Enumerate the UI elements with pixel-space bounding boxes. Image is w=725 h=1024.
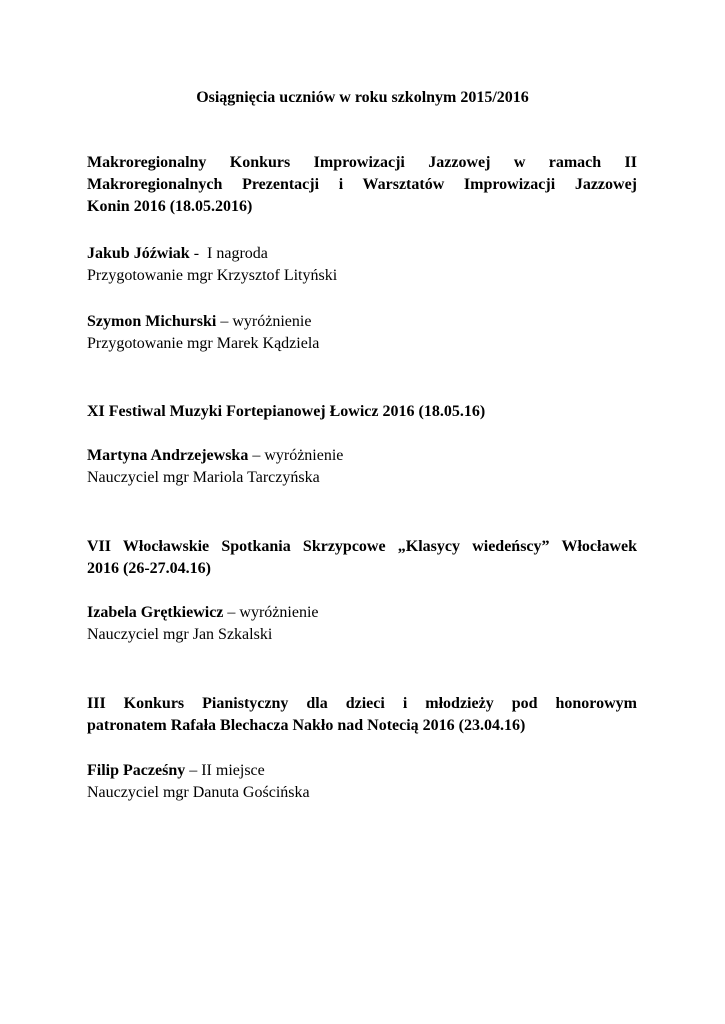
- student-name: Izabela Grętkiewicz: [87, 604, 224, 621]
- student-name: Jakub Jóźwiak: [87, 245, 190, 262]
- section-1-heading-line-1: Makroregionalny Konkurs Improwizacji Jazzowej w ramach II: [87, 154, 637, 171]
- award-line: [87, 311, 637, 333]
- separator: –: [216, 313, 233, 330]
- award-line: [87, 445, 637, 467]
- separator: -: [189, 245, 208, 262]
- student-name: Szymon Michurski: [87, 313, 217, 330]
- award: I nagroda: [207, 245, 268, 262]
- section-2-entry-1: [87, 445, 637, 489]
- section-1-heading-line-2: Makroregionalnych Prezentacji i Warsztatów Improwizacji Jazzowej: [87, 176, 637, 193]
- section-3-heading-line-1: VII Włocławskie Spotkania Skrzypcowe „Klasycy wiedeńscy” Włocławek: [87, 538, 637, 555]
- teacher-line: Przygotowanie mgr Marek Kądziela: [87, 335, 320, 352]
- teacher-line: Nauczyciel mgr Jan Szkalski: [87, 626, 273, 643]
- section-4-heading-line-2: patronatem Rafała Blechacza Nakło nad Notecią 2016 (23.04.16): [87, 717, 526, 734]
- section-1-entry-1: [87, 243, 637, 287]
- section-1-heading-line-3: Konin 2016 (18.05.2016): [87, 198, 253, 215]
- section-3-heading: [87, 536, 637, 580]
- award: wyróżnienie: [232, 313, 312, 330]
- award: II miejsce: [201, 762, 265, 779]
- separator: –: [248, 447, 265, 464]
- award: wyróżnienie: [239, 604, 319, 621]
- section-4-entry-1: [87, 760, 637, 804]
- section-4-heading-line-1: III Konkurs Pianistyczny dla dzieci i młodzieży pod honorowym: [87, 695, 637, 712]
- section-3-heading-line-2: 2016 (26-27.04.16): [87, 560, 211, 577]
- document-title: Osiągnięcia uczniów w roku szkolnym 2015/2016: [196, 89, 529, 106]
- award: wyróżnienie: [264, 447, 344, 464]
- teacher-line: Nauczyciel mgr Mariola Tarczyńska: [87, 469, 320, 486]
- award-line: [87, 760, 637, 782]
- section-2-heading: [87, 401, 637, 423]
- teacher-line: Przygotowanie mgr Krzysztof Lityński: [87, 267, 338, 284]
- student-name: Filip Pacześny: [87, 762, 186, 779]
- section-1-heading: [87, 152, 637, 218]
- award-line: [87, 243, 637, 265]
- section-2-heading-line-1: XI Festiwal Muzyki Fortepianowej Łowicz 2016 (18.05.16): [87, 403, 486, 420]
- section-4-heading: [87, 693, 637, 737]
- section-1-entry-2: [87, 311, 637, 355]
- section-3-entry-1: [87, 602, 637, 646]
- teacher-line: Nauczyciel mgr Danuta Gościńska: [87, 784, 310, 801]
- student-name: Martyna Andrzejewska: [87, 447, 249, 464]
- separator: –: [223, 604, 240, 621]
- separator: –: [185, 762, 202, 779]
- award-line: [87, 602, 637, 624]
